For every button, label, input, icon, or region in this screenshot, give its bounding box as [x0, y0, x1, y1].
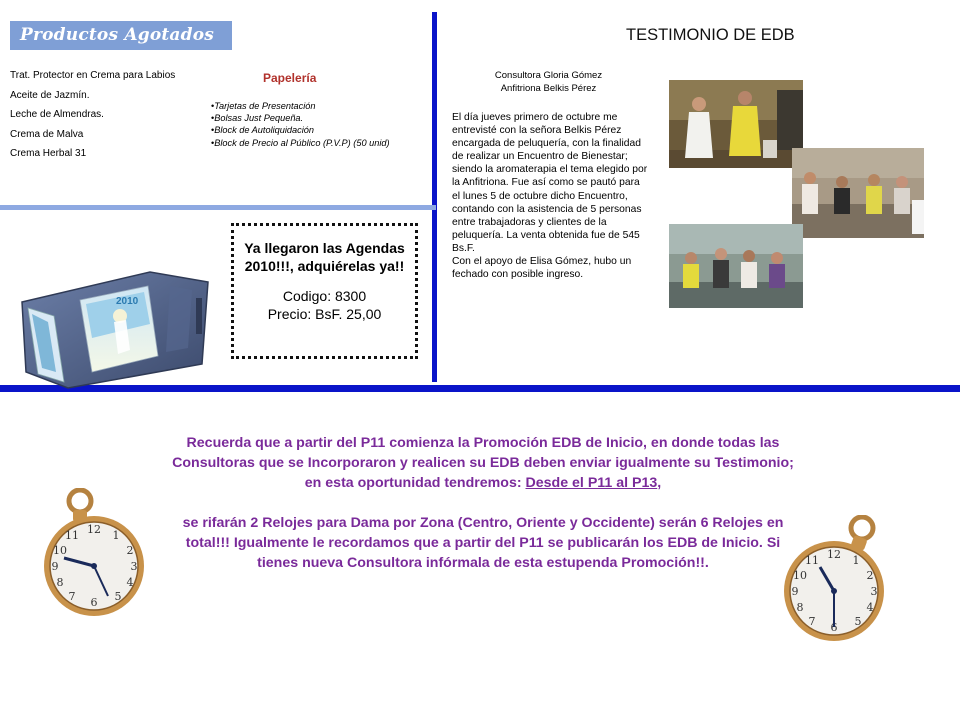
svg-text:2: 2 [866, 569, 874, 582]
svg-text:8: 8 [56, 576, 64, 589]
list-item: Trat. Protector en Crema para Labios [10, 70, 176, 81]
announcement-paragraph-2: se rifarán 2 Relojes para Dama por Zona (Centro, Oriente y Occidente) serán 6 Relojes en total!!! Igualmente le recordamos que a partir del P11 se publicarán los EDB de Inicio. Si tienes nueva Consultora infórmala de esta estupenda Promoción!!. [182, 515, 784, 571]
testimonio-paragraph-2: Con el apoyo de Elisa Gómez, hubo un fechado con posible ingreso. [452, 256, 632, 281]
agenda-year-label: 2010 [116, 296, 139, 307]
promo-precio: Precio: BsF. 25,00 [267, 306, 382, 322]
svg-text:5: 5 [114, 590, 122, 603]
svg-text:10: 10 [793, 569, 807, 582]
vertical-divider [432, 12, 437, 382]
list-item: Aceite de Jazmín. [10, 89, 90, 101]
svg-text:1: 1 [112, 529, 120, 542]
svg-text:6: 6 [830, 621, 838, 634]
agendas-promo-box [231, 223, 418, 359]
svg-text:4: 4 [126, 576, 134, 589]
list-item: • Tarjetas de Presentación [211, 100, 390, 112]
announcement-text: Recuerda que a partir del P11 comienza la Promoción EDB de Inicio, en donde todas las Consultoras que se Incorporaron y realicen su EDB deben enviar igualmente su Testimonio; en esta oportunidad tendremos: [172, 435, 794, 491]
svg-text:3: 3 [870, 585, 878, 598]
pocket-watch-left-image [42, 488, 146, 618]
promo-codigo: Codigo: 8300 [282, 288, 367, 304]
consultora-name: Consultora Gloria Gómez [494, 70, 603, 81]
svg-text:9: 9 [51, 560, 59, 573]
list-item: • Block de Autoliquidación [211, 124, 390, 136]
testimonio-photo-2 [792, 148, 924, 238]
testimonio-photo-3 [669, 224, 803, 308]
list-item: Crema Herbal 31 [10, 148, 87, 159]
svg-text:12: 12 [87, 523, 101, 536]
testimonio-photo-1 [669, 80, 803, 168]
svg-text:3: 3 [130, 560, 138, 573]
list-item: • Bolsas Just Pequeña. [211, 112, 390, 124]
svg-text:7: 7 [68, 590, 76, 603]
announcement-paragraph-1 [172, 433, 794, 493]
svg-text:10: 10 [53, 544, 67, 557]
testimonio-credits [450, 69, 647, 95]
anfitriona-name: Anfitriona Belkis Pérez [500, 83, 597, 94]
promocion-edb-announcement [172, 433, 794, 573]
svg-text:12: 12 [827, 548, 841, 561]
svg-text:5: 5 [854, 615, 862, 628]
list-item: • Block de Precio al Público (P.V.P) (50 unid) [211, 137, 390, 149]
promo-headline: Ya llegaron las Agendas 2010!!!, adquiérelas ya!! [244, 240, 405, 274]
pocket-watch-right-image [782, 515, 886, 643]
papeleria-title: Papelería [263, 71, 317, 85]
announcement-period: Desde el P11 al P13 [525, 475, 658, 491]
papeleria-list [211, 100, 390, 149]
testimonio-body [452, 111, 648, 281]
svg-text:1: 1 [852, 554, 860, 567]
svg-text:11: 11 [805, 554, 819, 567]
svg-text:9: 9 [791, 585, 799, 598]
svg-text:11: 11 [65, 529, 79, 542]
svg-text:6: 6 [90, 596, 98, 609]
svg-text:8: 8 [796, 601, 804, 614]
testimonio-paragraph: El día jueves primero de octubre me entrevisté con la señora Belkis Pérez encargada de peluquería, con la finalidad de realizar un Encuentro de Bienestar; siendo la aromaterapia el tema elegido por la Anfitriona. Fue así como se pautó para el lunes 5 de octubre dicho Encuentro, contando con la asistencia de 5 personas entre trabajadoras y clientes de la peluquería. La venta obtenida fue de 545 Bs.F. [452, 112, 648, 254]
productos-agotados-banner: Productos Agotados [10, 21, 232, 50]
testimonio-title: TESTIMONIO DE EDB [626, 26, 795, 44]
section-divider [0, 205, 436, 210]
list-item: Crema de Malva [10, 128, 84, 140]
svg-text:4: 4 [866, 601, 874, 614]
svg-text:2: 2 [126, 544, 134, 557]
list-item: Leche de Almendras. [10, 109, 104, 120]
productos-agotados-list [10, 70, 205, 168]
announcement-comma: , [657, 475, 662, 491]
svg-text:7: 7 [808, 615, 816, 628]
agenda-2010-image [20, 268, 210, 390]
